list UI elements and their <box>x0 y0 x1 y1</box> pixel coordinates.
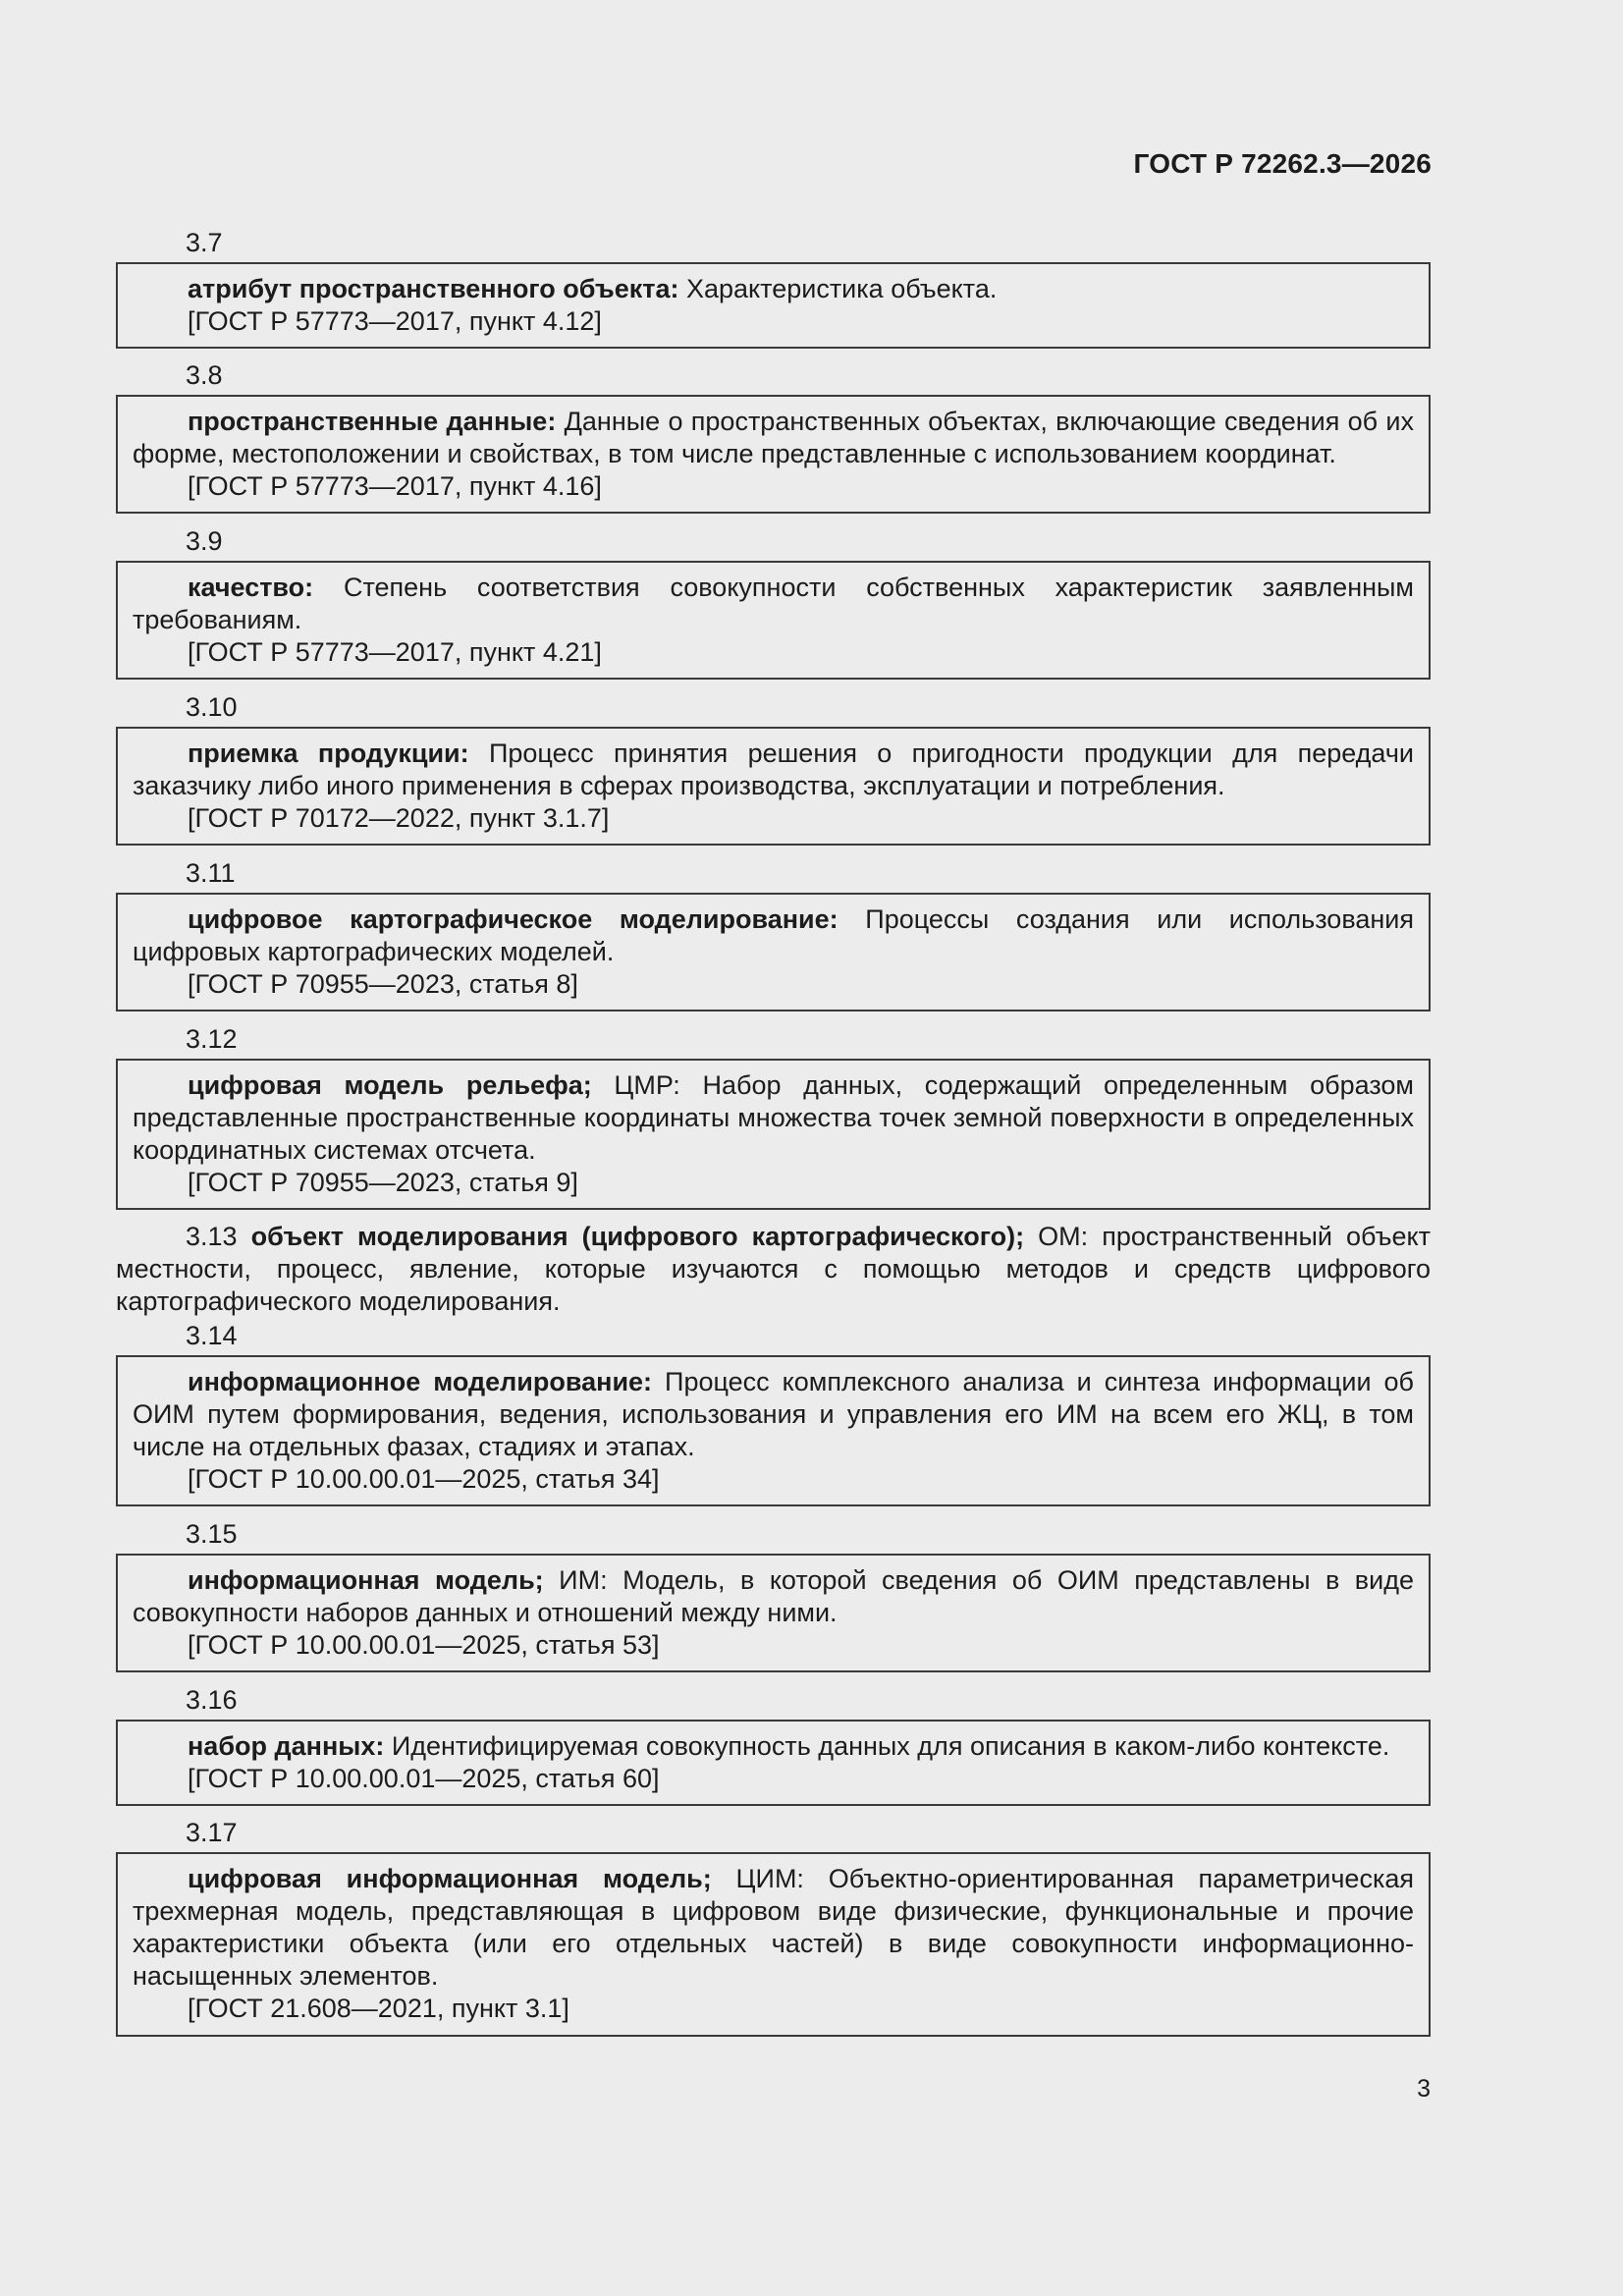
term-definition-box <box>116 1852 1431 2037</box>
term: информационная модель; <box>188 1565 544 1595</box>
term: объект моделирования (цифрового картографического); <box>250 1222 1025 1251</box>
term-definition-box <box>116 262 1431 349</box>
term: информационное моделирование: <box>188 1367 653 1396</box>
source-reference: [ГОСТ Р 57773—2017, пункт 4.21] <box>188 637 602 667</box>
entry-number: 3.15 <box>186 1519 238 1549</box>
definition: ЦИМ: Объектно-ориентированная параметрическая трехмерная модель, представляющая в цифровом виде физические, функциональные и прочие характеристики объекта (или его отдельных частей) в виде совокупности информационно-насыщенных элементов. <box>133 1864 1414 1991</box>
entry-number: 3.14 <box>186 1321 238 1350</box>
term-definition-box <box>116 1355 1431 1506</box>
source-reference: [ГОСТ Р 10.00.00.01—2025, статья 34] <box>188 1464 660 1494</box>
definition: Данные о пространственных объектах, включающие сведения об их форме, местоположении и свойствах, в том числе представленные с использованием координат. <box>133 407 1414 468</box>
source-reference: [ГОСТ Р 70955—2023, статья 8] <box>188 969 578 999</box>
entry-number: 3.10 <box>186 692 238 722</box>
term: пространственные данные: <box>188 407 557 436</box>
term-definition-box <box>116 1554 1431 1672</box>
term: цифровая информационная модель; <box>188 1864 712 1893</box>
definition: Процессы создания или использования цифровых картографических моделей. <box>133 904 1414 966</box>
entry-number: 3.13 <box>186 1222 238 1251</box>
term-definition-box <box>116 395 1431 514</box>
term: набор данных: <box>188 1731 385 1761</box>
source-reference: [ГОСТ Р 70955—2023, статья 9] <box>188 1168 578 1197</box>
term: цифровая модель рельефа; <box>188 1070 592 1100</box>
entry-number: 3.12 <box>186 1024 238 1054</box>
source-reference: [ГОСТ Р 57773—2017, пункт 4.12] <box>188 306 602 336</box>
definition: Процесс комплексного анализа и синтеза информации об ОИМ путем формирования, ведения, использования и управления его ИМ на всем его ЖЦ, в том числе на отдельных фазах, стадиях и этапах. <box>133 1367 1414 1461</box>
source-reference: [ГОСТ Р 10.00.00.01—2025, статья 53] <box>188 1630 660 1660</box>
definition: Процесс принятия решения о пригодности продукции для передачи заказчику либо иного применения в сферах производства, эксплуатации и потребления. <box>133 738 1414 800</box>
source-reference: [ГОСТ Р 57773—2017, пункт 4.16] <box>188 471 602 501</box>
definition: Идентифицируемая совокупность данных для описания в каком-либо контексте. <box>384 1731 1390 1761</box>
unboxed-term-entry <box>116 1221 1431 1318</box>
definition: Характеристика объекта. <box>678 274 998 303</box>
term-definition-box <box>116 1059 1431 1210</box>
source-reference: [ГОСТ 21.608—2021, пункт 3.1] <box>188 1994 569 2023</box>
term-definition-box <box>116 1720 1431 1806</box>
page-number: 3 <box>1417 2075 1431 2103</box>
term-definition-box <box>116 561 1431 680</box>
entry-number: 3.7 <box>186 228 223 257</box>
term-definition-box <box>116 893 1431 1011</box>
entry-number: 3.9 <box>186 526 223 556</box>
entry-number: 3.17 <box>186 1818 238 1847</box>
term: качество: <box>188 573 314 602</box>
source-reference: [ГОСТ Р 70172—2022, пункт 3.1.7] <box>188 803 610 833</box>
entry-number: 3.11 <box>186 858 236 888</box>
entry-number: 3.8 <box>186 360 223 390</box>
definition: ОМ: пространственный объект местности, процесс, явление, которые изучаются с помощью методов и средств цифрового картографического моделирования. <box>116 1222 1431 1316</box>
definition: ЦМР: Набор данных, содержащий определенным образом представленные пространственные координаты множества точек земной поверхности в определенных координатных системах отсчета. <box>133 1070 1414 1165</box>
document-id-header: ГОСТ Р 72262.3—2026 <box>1133 148 1432 179</box>
term: атрибут пространственного объекта: <box>188 274 679 303</box>
definition: Степень соответствия совокупности собственных характеристик заявленным требованиям. <box>133 573 1414 634</box>
term: цифровое картографическое моделирование: <box>188 904 839 934</box>
definition: ИМ: Модель, в которой сведения об ОИМ представлены в виде совокупности наборов данных и отношений между ними. <box>133 1565 1415 1627</box>
entry-number: 3.16 <box>186 1685 238 1715</box>
term: приемка продукции: <box>188 738 469 768</box>
term-definition-box <box>116 727 1431 846</box>
source-reference: [ГОСТ Р 10.00.00.01—2025, статья 60] <box>188 1764 660 1793</box>
